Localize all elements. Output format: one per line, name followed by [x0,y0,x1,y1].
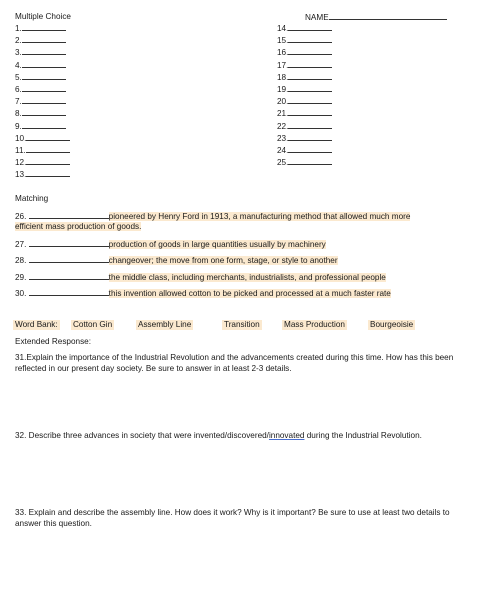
mc-number: 13. [15,170,27,180]
mc-answer-row [15,96,70,108]
mc-answer-blank[interactable] [26,145,70,153]
matching-blank[interactable] [29,255,109,263]
mc-answer-row [277,133,332,145]
matching-item-26-cont [15,222,141,232]
mc-number: 7. [15,97,22,107]
mc-answer-blank[interactable] [288,47,332,55]
matching-blank[interactable] [29,211,109,219]
matching-blank[interactable] [29,239,109,247]
mc-number: 16. [277,48,289,58]
mc-number: 19. [277,84,289,94]
mc-answer-blank[interactable] [288,60,332,68]
mc-answer-row [277,84,332,96]
matching-item-30 [15,288,391,299]
mc-answer-blank[interactable] [22,121,66,129]
name-label: NAME [305,13,329,22]
mc-number: 11. [15,145,26,155]
mc-answer-blank[interactable] [22,35,66,43]
mc-answer-row [277,72,332,84]
mc-answer-blank[interactable] [22,47,66,55]
mc-number: 5. [15,72,22,82]
question-32-spellcheck-word: innovated [268,431,305,440]
mc-number: 14. [277,24,289,33]
mc-number: 20. [277,97,289,107]
question-33: 33. Explain and describe the assembly line. How does it work? Why is it important? Be sure to use at least two details to answer this question. [15,508,450,528]
word-bank-word: Bourgeoisie [370,320,414,329]
mc-number: 3. [15,48,22,58]
mc-answer-blank[interactable] [288,35,332,43]
mc-answer-blank[interactable] [22,84,66,92]
mc-number: 15. [277,36,289,46]
word-bank-word: Assembly Line [138,320,192,329]
mc-number: 1. [15,24,22,33]
mc-answer-row [15,47,70,59]
matching-definition: this invention allowed cotton to be picked and processed at a much faster rate [108,289,391,298]
mc-number: 12. [15,158,27,168]
word-bank-label: Word Bank: [15,320,58,329]
mc-answer-row [277,108,332,120]
mc-answer-blank[interactable] [288,157,332,165]
mc-answer-row [15,60,70,72]
mc-answer-blank[interactable] [288,121,332,129]
mc-answer-blank[interactable] [26,157,70,165]
question-32-text: 32. Describe three advances in society that were invented/discovered/ [15,431,269,440]
mc-answer-blank[interactable] [288,133,332,141]
mc-answer-row [277,96,332,108]
matching-definition: pioneered by Henry Ford in 1913, a manufacturing method that allowed much more [108,212,411,221]
matching-blank[interactable] [29,272,109,280]
matching-definition: changeover; the move from one form, stage, or style to another [108,256,338,265]
mc-answer-row [15,108,70,120]
mc-answer-row [15,84,70,96]
mc-answer-blank[interactable] [22,72,66,80]
mc-number: 21. [277,109,289,119]
mc-number: 8. [15,109,22,119]
name-blank[interactable] [329,12,447,20]
mc-answer-blank[interactable] [288,108,332,116]
mc-answer-blank[interactable] [26,133,70,141]
mc-number: 9. [15,121,22,131]
mc-answer-row [15,121,70,133]
matching-number: 28. [15,256,27,265]
matching-item-26 [15,211,410,222]
mc-number: 4. [15,60,22,70]
mc-answer-row [15,23,70,35]
mc-answer-row [15,157,70,169]
matching-definition: the middle class, including merchants, industrialists, and professional people [108,273,386,282]
mc-answer-row [277,23,332,35]
mc-answer-blank[interactable] [288,84,332,92]
mc-answer-row [15,35,70,47]
matching-definition-cont: efficient mass production of goods. [15,221,142,231]
mc-number: 25. [277,158,289,168]
question-31: 31.Explain the importance of the Industrial Revolution and the advancements created during this time. How has this been reflected in our present day society. Be sure to answer in at least 2-3 details. [15,353,454,373]
mc-answer-blank[interactable] [22,96,66,104]
mc-answer-blank[interactable] [288,23,332,31]
matching-item-27 [15,239,326,250]
mc-number: 18. [277,72,289,82]
mc-number: 23. [277,133,289,143]
section-title-extended-response: Extended Response: [15,337,92,346]
mc-answer-row [277,60,332,72]
matching-number: 27. [15,240,27,249]
mc-answer-row [277,121,332,133]
matching-number: 30. [15,289,27,298]
mc-answer-row [277,145,332,157]
mc-answer-row [277,47,332,59]
matching-number: 29. [15,273,27,282]
mc-answer-blank[interactable] [22,108,66,116]
mc-answer-blank[interactable] [22,60,66,68]
matching-item-28 [15,255,338,266]
matching-item-29 [15,272,386,283]
mc-right-column [277,23,332,169]
mc-answer-blank[interactable] [26,169,70,177]
mc-answer-row [277,35,332,47]
mc-number: 10. [15,133,27,143]
mc-answer-blank[interactable] [22,23,66,31]
question-32 [15,431,465,442]
mc-answer-row [15,72,70,84]
mc-number: 17. [277,60,289,70]
mc-left-column [15,23,70,181]
word-bank-word: Mass Production [284,320,345,329]
mc-answer-row [15,145,70,157]
mc-answer-row [15,169,70,181]
mc-answer-blank[interactable] [288,96,332,104]
mc-answer-blank[interactable] [288,72,332,80]
matching-number: 26. [15,212,27,221]
mc-answer-row [277,157,332,169]
question-32-text-end: during the Industrial Revolution. [304,431,422,440]
word-bank-word: Transition [224,320,260,329]
matching-blank[interactable] [29,288,109,296]
mc-number: 2. [15,36,22,46]
mc-number: 24. [277,145,289,155]
matching-definition: production of goods in large quantities usually by machinery [108,240,326,249]
mc-answer-blank[interactable] [288,145,332,153]
section-title-matching: Matching [15,194,49,203]
mc-answer-row [15,133,70,145]
section-title-multiple-choice: Multiple Choice [15,12,71,21]
mc-number: 6. [15,84,22,94]
name-field[interactable] [305,12,447,23]
word-bank-word: Cotton Gin [73,320,113,329]
mc-number: 22. [277,121,289,131]
